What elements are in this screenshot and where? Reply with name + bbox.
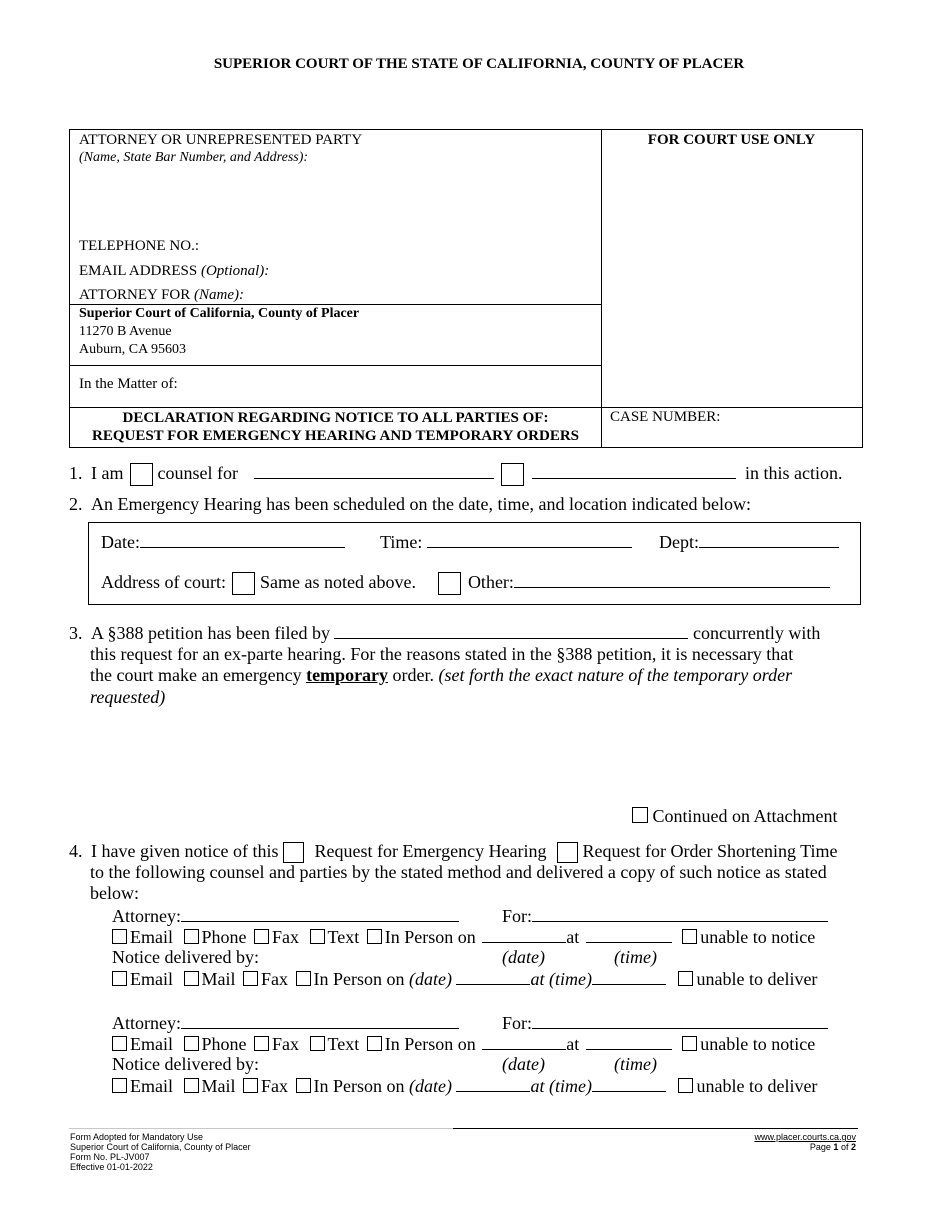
in-person-checkbox[interactable] (296, 971, 311, 986)
petition-filed-by-field[interactable] (334, 622, 688, 639)
in-person-checkbox[interactable] (367, 1036, 382, 1051)
court-street: 11270 B Avenue (79, 324, 172, 339)
item-3-line-4: requested) (90, 687, 166, 707)
court-city: Auburn, CA 95603 (79, 342, 186, 357)
date-hint: (date) (502, 1054, 545, 1074)
emergency-hearing-checkbox[interactable] (283, 842, 304, 863)
delivery-method-row: Email Mail Fax In Person on (date) at (time) unable to deliver (112, 968, 817, 990)
party-field[interactable] (532, 462, 736, 479)
document-title: DECLARATION REGARDING NOTICE TO ALL PARTIES OF: REQUEST FOR EMERGENCY HEARING AND TEMPORARY ORDERS (91, 410, 580, 444)
time-hint: (time) (614, 947, 657, 967)
email-label: EMAIL ADDRESS (Optional): (79, 263, 270, 279)
time-hint: (time) (614, 1054, 657, 1074)
fax-checkbox[interactable] (254, 1036, 269, 1051)
telephone-label: TELEPHONE NO.: (79, 238, 199, 254)
email-checkbox[interactable] (112, 1078, 127, 1093)
item-4-line-2: to the following counsel and parties by the stated method and delivered a copy of such notice as stated (90, 862, 827, 882)
text-checkbox[interactable] (310, 929, 325, 944)
footer-rule-right (453, 1128, 858, 1129)
notice-method-row: Email Phone Fax Text In Person on at unable to notice (112, 926, 815, 948)
court-name: Superior Court of California, County of Placer (79, 306, 360, 321)
court-use-area (601, 130, 862, 407)
item-3-line-1: 3. A §388 petition has been filed by concurrently with (69, 623, 821, 643)
for-field[interactable]: For: (502, 905, 828, 927)
divider (70, 365, 601, 366)
shortening-time-checkbox[interactable] (557, 842, 578, 863)
for-field[interactable]: For: (502, 1012, 828, 1034)
mail-checkbox[interactable] (184, 971, 199, 986)
court-website-link[interactable]: www.placer.courts.ca.gov (754, 1132, 856, 1142)
divider (601, 407, 602, 447)
continued-on-attachment[interactable]: Continued on Attachment (632, 806, 837, 827)
fax-checkbox[interactable] (243, 1078, 258, 1093)
item-2: 2. An Emergency Hearing has been scheduled on the date, time, and location indicated below: (69, 494, 751, 514)
item-3-line-3: the court make an emergency temporary order. (set forth the exact nature of the temporary order (90, 665, 793, 685)
notice-time-field[interactable] (586, 1033, 672, 1050)
unable-notice-checkbox[interactable] (682, 929, 697, 944)
item-4-line-1: 4. I have given notice of this Request for Emergency Hearing Request for Order Shortening Time (69, 841, 838, 863)
notice-date-field[interactable] (482, 926, 566, 943)
item-number: 3. (69, 623, 83, 643)
delivery-time-field[interactable] (592, 1075, 666, 1092)
mail-checkbox[interactable] (184, 1078, 199, 1093)
date-field[interactable]: Date: (101, 531, 345, 553)
delivery-time-field[interactable] (592, 968, 666, 985)
same-address-checkbox[interactable] (232, 572, 255, 595)
time-field[interactable]: Time: (380, 531, 632, 553)
date-hint: (date) (502, 947, 545, 967)
caption-box (69, 129, 863, 448)
divider (70, 407, 862, 408)
email-checkbox[interactable] (112, 929, 127, 944)
in-person-checkbox[interactable] (296, 1078, 311, 1093)
fax-checkbox[interactable] (243, 971, 258, 986)
footer-rule-left (69, 1128, 453, 1129)
continued-checkbox[interactable] (632, 807, 648, 823)
item-number: 1. (69, 463, 83, 483)
caption-left (70, 130, 602, 407)
item-number: 4. (69, 841, 83, 861)
item-3-line-2: this request for an ex-parte hearing. For the reasons stated in the §388 petition, it is necessary that (90, 644, 794, 664)
divider (70, 304, 601, 305)
attorney-field[interactable]: Attorney: (112, 1012, 459, 1034)
case-number-label: CASE NUMBER: (610, 409, 721, 425)
attorney-label: ATTORNEY OR UNREPRESENTED PARTY (79, 132, 363, 148)
phone-checkbox[interactable] (184, 929, 199, 944)
footer-right (754, 1132, 856, 1152)
unable-deliver-checkbox[interactable] (678, 971, 693, 986)
counsel-for-field[interactable] (254, 462, 494, 479)
delivered-label: Notice delivered by: (112, 1054, 259, 1074)
email-checkbox[interactable] (112, 971, 127, 986)
text-checkbox[interactable] (310, 1036, 325, 1051)
court-title: SUPERIOR COURT OF THE STATE OF CALIFORNIA, COUNTY OF PLACER (213, 56, 745, 72)
court-use-label: FOR COURT USE ONLY (647, 132, 816, 148)
delivery-date-field[interactable] (456, 1075, 530, 1092)
email-checkbox[interactable] (112, 1036, 127, 1051)
fax-checkbox[interactable] (254, 929, 269, 944)
phone-checkbox[interactable] (184, 1036, 199, 1051)
dept-field[interactable]: Dept: (659, 531, 839, 553)
in-person-checkbox[interactable] (367, 929, 382, 944)
notice-method-row: Email Phone Fax Text In Person on at unable to notice (112, 1033, 815, 1055)
footer-left: Form Adopted for Mandatory Use Superior Court of California, County of Placer Form No. PL-JV007 Effective 01-01-2022 (70, 1132, 251, 1172)
other-address-field[interactable] (514, 571, 830, 588)
counsel-checkbox[interactable] (130, 463, 153, 486)
address-row: Address of court: Same as noted above. Other: (101, 571, 830, 595)
attorney-field[interactable]: Attorney: (112, 905, 459, 927)
other-address-checkbox[interactable] (438, 572, 461, 595)
unable-deliver-checkbox[interactable] (678, 1078, 693, 1093)
attorney-for-label: ATTORNEY FOR (Name): (79, 287, 244, 303)
delivery-date-field[interactable] (456, 968, 530, 985)
item-4-line-3: below: (90, 883, 139, 903)
hearing-box (88, 522, 861, 605)
page-number: Page 1 of 2 (809, 1142, 856, 1152)
matter-label: In the Matter of: (79, 376, 178, 392)
attorney-sub: (Name, State Bar Number, and Address): (79, 150, 309, 165)
party-checkbox[interactable] (501, 463, 524, 486)
item-1: 1. I am counsel for in this action. (69, 462, 842, 486)
item-number: 2. (69, 494, 83, 514)
delivered-label: Notice delivered by: (112, 947, 259, 967)
notice-time-field[interactable] (586, 926, 672, 943)
notice-date-field[interactable] (482, 1033, 566, 1050)
unable-notice-checkbox[interactable] (682, 1036, 697, 1051)
delivery-method-row: Email Mail Fax In Person on (date) at (time) unable to deliver (112, 1075, 817, 1097)
